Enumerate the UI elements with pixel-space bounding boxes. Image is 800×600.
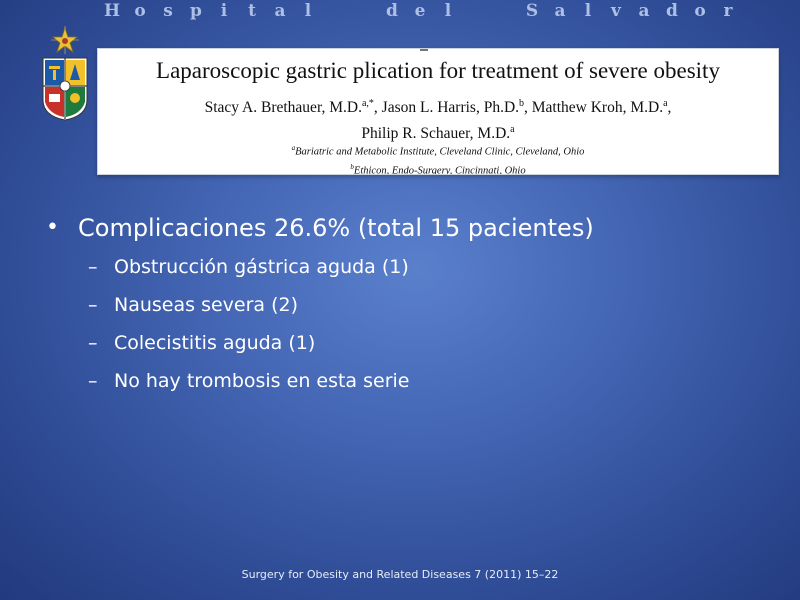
authors-line-1 bbox=[98, 93, 778, 119]
sub-bullet-list bbox=[44, 248, 764, 400]
main-bullet bbox=[44, 208, 764, 248]
author-name: Philip R. Schauer, M.D. bbox=[361, 125, 511, 143]
header-letter: a bbox=[554, 1, 566, 21]
header-letter: a bbox=[638, 1, 650, 21]
sub-bullet-item bbox=[44, 286, 764, 324]
header-letter: S bbox=[525, 1, 539, 21]
header-letter: l bbox=[444, 1, 452, 21]
sub-bullet-text: No hay trombosis en esta serie bbox=[114, 370, 410, 392]
affiliation-text: Ethicon, Endo-Surgery, Cincinnati, Ohio bbox=[353, 165, 526, 175]
bullet-icon: • bbox=[46, 215, 59, 240]
header-letter: l bbox=[304, 1, 312, 21]
header-letter: e bbox=[414, 1, 426, 21]
header-letter: p bbox=[190, 1, 202, 21]
author-superscript: a bbox=[510, 124, 515, 136]
sub-bullet-item bbox=[44, 248, 764, 286]
main-bullet-text: Complicaciones 26.6% (total 15 pacientes) bbox=[78, 214, 594, 242]
dash-icon: – bbox=[88, 256, 98, 278]
affiliation-line bbox=[98, 141, 778, 160]
header-letter: o bbox=[134, 1, 146, 21]
paper-authors bbox=[98, 93, 778, 145]
sub-bullet-text: Obstrucción gástrica aguda (1) bbox=[114, 256, 409, 278]
slide-content bbox=[44, 208, 764, 400]
author-name: , Jason L. Harris, Ph.D. bbox=[373, 99, 520, 117]
sub-bullet-item bbox=[44, 362, 764, 400]
star-icon bbox=[51, 26, 79, 54]
header-letter: v bbox=[611, 1, 621, 21]
header-letter: a bbox=[274, 1, 286, 21]
header-letter: s bbox=[163, 1, 173, 21]
footer-citation: Surgery for Obesity and Related Diseases 7 (2011) 15–22 bbox=[241, 568, 559, 581]
university-crest-icon bbox=[40, 26, 90, 122]
paper-title: Laparoscopic gastric plication for treatment of severe obesity bbox=[156, 58, 720, 83]
header-letter: H bbox=[103, 1, 121, 21]
header-letter: r bbox=[723, 1, 733, 21]
paper-top-mark bbox=[420, 48, 428, 51]
affiliation-line bbox=[98, 160, 778, 176]
author-name: Stacy A. Brethauer, M.D. bbox=[204, 99, 362, 117]
paper-affiliations bbox=[98, 141, 778, 175]
paper-header-image bbox=[97, 48, 779, 175]
header-letter: d bbox=[666, 1, 678, 21]
header-letter: d bbox=[386, 1, 398, 21]
dash-icon: – bbox=[88, 294, 98, 316]
affiliation-superscript: a bbox=[291, 144, 296, 152]
header-letter: o bbox=[694, 1, 706, 21]
author-superscript: a bbox=[663, 98, 668, 109]
author-name: , Matthew Kroh, M.D. bbox=[524, 99, 664, 117]
affiliation-text: Bariatric and Metabolic Institute, Cleveland Clinic, Cleveland, Ohio bbox=[295, 146, 585, 158]
header-letter: t bbox=[248, 1, 256, 21]
sub-bullet-item bbox=[44, 324, 764, 362]
dash-icon: – bbox=[88, 370, 98, 392]
affiliation-superscript: b bbox=[350, 162, 354, 171]
header-title bbox=[98, 0, 733, 24]
sub-bullet-text: Colecistitis aguda (1) bbox=[114, 332, 316, 354]
header-letter: i bbox=[220, 1, 228, 21]
author-separator: , bbox=[667, 99, 672, 117]
dash-icon: – bbox=[88, 332, 98, 354]
author-superscript: b bbox=[519, 98, 525, 109]
header-letter: l bbox=[584, 1, 592, 21]
author-superscript: a,* bbox=[361, 98, 374, 109]
sub-bullet-text: Nauseas severa (2) bbox=[114, 294, 298, 316]
